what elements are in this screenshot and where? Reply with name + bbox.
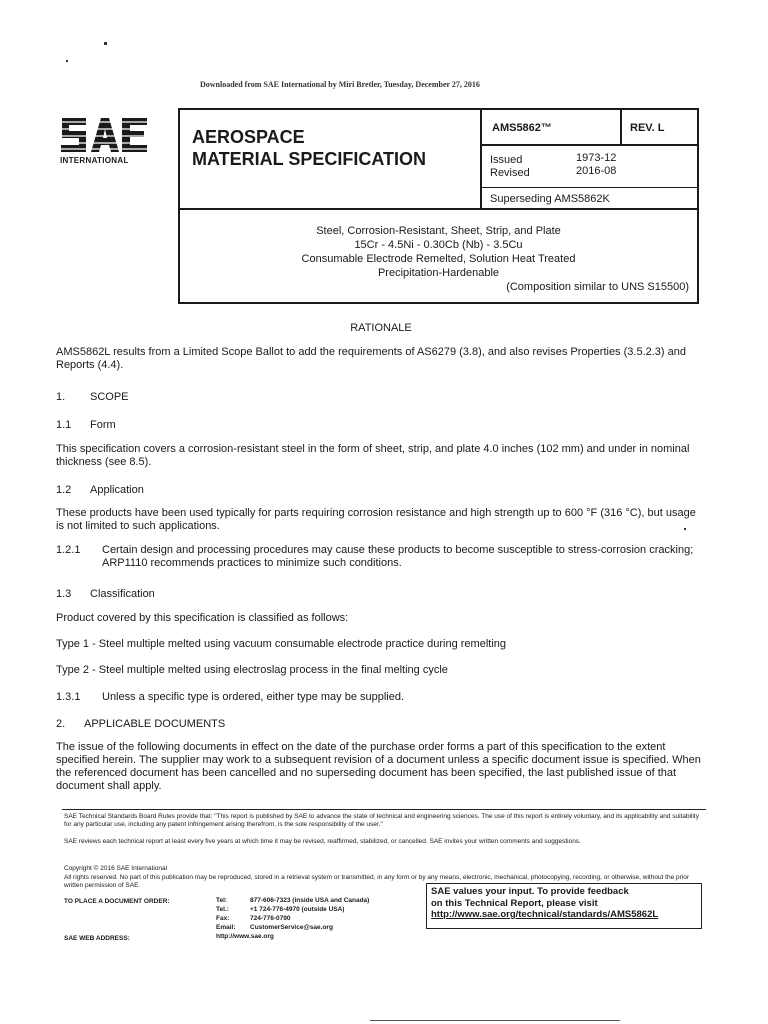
section-number: 2. (56, 718, 66, 730)
logo-subtitle: INTERNATIONAL (60, 156, 129, 165)
email-label: Email: (216, 924, 236, 931)
tel-number: 877-606-7323 (inside USA and Canada) (250, 897, 370, 904)
email-link[interactable]: CustomerService@sae.org (250, 924, 333, 931)
revised-label: Revised (490, 167, 530, 179)
section-1-1-text: This specification covers a corrosion-resistant steel in the form of sheet, strip, and plate 4.0 inches (102 mm) and under in nominal thickness (see 8.5). (56, 443, 690, 468)
revision-label: REV. L (630, 122, 665, 134)
section-1-1-heading (56, 419, 706, 432)
section-number: 1.1 (56, 419, 72, 431)
section-2-heading (56, 718, 706, 731)
section-1-heading (56, 391, 706, 404)
tel-label: Tel: (216, 897, 228, 904)
description-line: (Composition similar to UNS S15500) (506, 281, 689, 293)
rights-text: All rights reserved. No part of this publication may be reproduced, stored in a retrieval system or transmitted, in any form or by any means, electronic, mechanical, photocopying, recording, or otherwise, without the prior written permission of SAE. (64, 874, 690, 889)
document-number: AMS5862™ (492, 122, 552, 134)
rationale-heading: RATIONALE (350, 322, 412, 334)
download-note: Downloaded from SAE International by Miri Bretler, Tuesday, December 27, 2016 (200, 80, 480, 89)
feedback-line: on this Technical Report, please visit (431, 897, 598, 909)
feedback-link[interactable]: http://www.sae.org/technical/standards/AMS5862L (431, 909, 659, 920)
order-label: TO PLACE A DOCUMENT ORDER: (64, 898, 170, 905)
type-1-definition: Type 1 - Steel multiple melted using vacuum consumable electrode practice during remelting (56, 638, 507, 650)
section-title: SCOPE (90, 391, 129, 403)
description-line: Precipitation-Hardenable (377, 267, 500, 279)
material-description (180, 224, 697, 294)
issued-label: Issued (490, 154, 523, 166)
section-title: Application (90, 484, 144, 496)
section-title: Form (90, 419, 116, 431)
web-address-link[interactable]: http://www.sae.org (216, 933, 274, 940)
scan-speck (104, 42, 107, 45)
section-1-2-heading (56, 484, 706, 497)
footer-divider (62, 809, 706, 810)
tel2-label: Tel.: (216, 906, 229, 913)
document-type-title-line2: MATERIAL SPECIFICATION (192, 149, 426, 169)
specification-header (178, 108, 699, 304)
document-type-title: AEROSPACE (192, 127, 305, 147)
web-address-label: SAE WEB ADDRESS: (64, 935, 130, 942)
section-number: 1.3.1 (56, 691, 81, 703)
fax-number: 724-776-0790 (250, 915, 291, 922)
section-1-3-1 (56, 691, 706, 704)
issued-date: 1973-12 (576, 152, 617, 164)
section-number: 1.2.1 (56, 544, 81, 556)
description-line: Steel, Corrosion-Resistant, Sheet, Strip, and Plate (316, 225, 561, 237)
copyright: Copyright © 2016 SAE International (64, 865, 168, 872)
review-text: SAE reviews each technical report at least every five years at which time it may be revised, reaffirmed, stabilized, or cancelled. SAE invites your written comments and suggestions. (64, 838, 581, 845)
type-2-definition: Type 2 - Steel multiple melted using electroslag process in the final melting cycle (56, 664, 448, 676)
section-1-3-heading (56, 588, 706, 601)
description-line: 15Cr - 4.5Ni - 0.30Cb (Nb) - 3.5Cu (354, 239, 523, 251)
section-1-3-1-text: Unless a specific type is ordered, either type may be supplied. (102, 691, 405, 703)
section-number: 1. (56, 391, 66, 403)
board-rules-text: SAE Technical Standards Board Rules provide that: "This report is published by SAE to advance the state of technical and engineering sciences. The use of this report is entirely voluntary, and its applicability and suitability for any particular use, including any patent infringement arising therefrom, is the sole responsibility of the user." (64, 813, 699, 828)
feedback-box (426, 883, 702, 929)
section-1-2-1 (56, 544, 706, 570)
fax-label: Fax: (216, 915, 230, 922)
feedback-line: SAE values your input. To provide feedback (431, 886, 629, 897)
section-1-2-1-text: Certain design and processing procedures may cause these products to become susceptible to stress-corrosion cracking; ARP1110 recommends practices to minimize such conditions. (102, 544, 694, 569)
revised-date: 2016-08 (576, 165, 617, 177)
section-number: 1.3 (56, 588, 72, 600)
description-line: Consumable Electrode Remelted, Solution Heat Treated (301, 253, 576, 265)
section-1-3-text: Product covered by this specification is classified as follows: (56, 612, 349, 624)
section-1-2-text: These products have been used typically for parts requiring corrosion resistance and high strength up to 600 °F (316 °C), but usage is not limited to such applications. (56, 507, 696, 532)
page-bottom-edge (370, 1020, 620, 1021)
rationale-text: AMS5862L results from a Limited Scope Ballot to add the requirements of AS6279 (3.8), and also revises Properties (3.5.2.3) and Reports (4.4). (56, 346, 686, 371)
section-2-text: The issue of the following documents in effect on the date of the purchase order forms a part of this specification to the extent specified herein. The supplier may work to a subsequent revision of a document unless a specific document issue is specified. When the referenced document has been cancelled and no superseding document has been specified, the last published issue of that document shall apply. (56, 741, 701, 792)
superseding-note: Superseding AMS5862K (490, 193, 610, 205)
section-number: 1.2 (56, 484, 72, 496)
section-title: Classification (90, 588, 155, 600)
scan-speck (66, 60, 68, 62)
tel2-number: +1 724-776-4970 (outside USA) (250, 906, 345, 913)
section-title: APPLICABLE DOCUMENTS (84, 718, 226, 730)
